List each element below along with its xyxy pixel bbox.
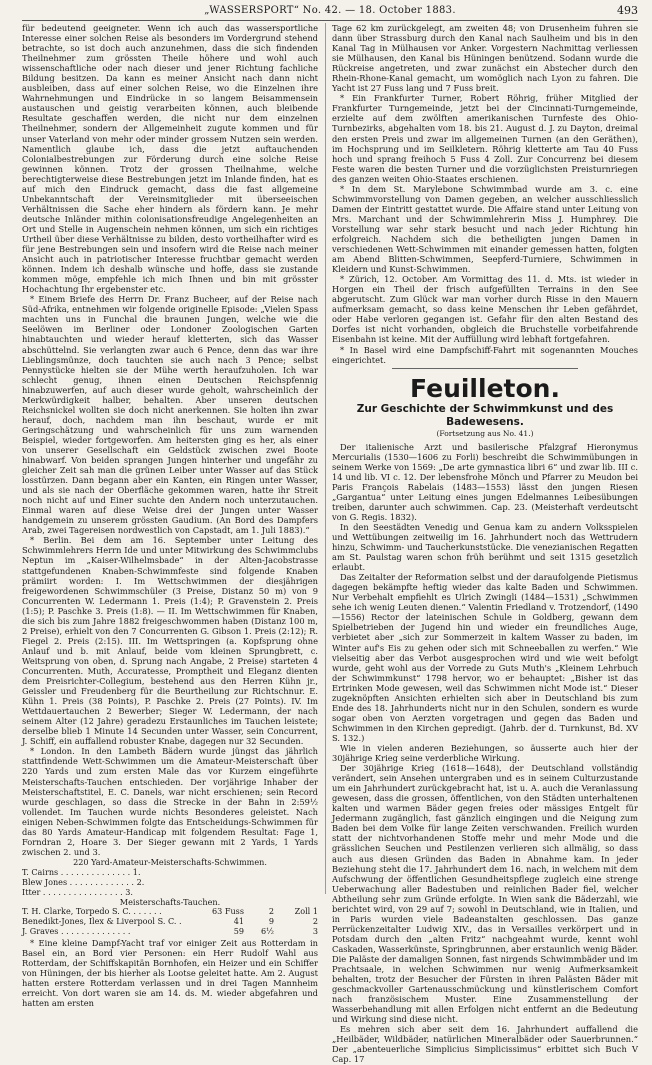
results-table bbox=[22, 858, 318, 937]
results-row bbox=[22, 927, 318, 937]
article-basel: * In Basel wird eine Dampfschiff-Fahrt mit sogenannten Mouches eingerichtet. bbox=[332, 344, 638, 365]
running-title: „WASSERSPORT“ No. 42. — 18. October 1883. bbox=[204, 5, 456, 16]
feuilleton-paragraph: In den Seestädten Venedig und Genua kam zu andern Volksspielen und Wettübungen zeitweilig im 16. Jahrhundert noch das Wettrudern hinzu, Schwimm- und Taucherkunststücke. Die venezianischen Regatten am St. Paulstag waren schon früh berühmt und seit 1315 gesetzlich erlaubt. bbox=[332, 521, 638, 573]
article-berlin: * Berlin. Bei dem am 16. September unter Leitung des Schwimmlehrers Herrn Ide und unter Mitwirkung des Schwimmclubs Neptun im „Kaiser-Wilhelmsbade“ in der Alten-Jacobstrasse stattgefundenen Knaben-Schwimmfeste sind folgende Knaben prämiirt worden: I. Im Wettschwimmen der diesjährigen freigewordenen Schwimmschüler (3 Preise, Distanz 50 m) von 9 Concurrenten W. Ledermann 1. Preis (1:4); P. Gravenstein 2. Preis (1:5); P. Paschke 3. Preis (1:8). — II. Im Wettschwimmen für Knaben, die sich bis zum Jahre 1882 freigeschwommen haben (Distanz 100 m, 2 Preise), erhielt von den 7 Concurrenten G. Gibson 1. Preis (2:12); R. Fiegel 2. Preis (2:15). III. Im Wettspringen (a. Kopfsprung ohne Anlauf und b. mit Anlauf, beide vom kleinen Sprungbrett, c. Weitsprung von oben, d. Sprung nach Angabe, 2 Preise) starteten 4 Concurrenten. Muth, Accuratesse, Promptheit und Eleganz dienten dem Preisrichter-Collegium, bestehend aus den Herren Kühn jr., Geissler und Freudenberg für die Beurtheilung zur Richtschnur. E. Kühn 1. Preis (38 Points), P. Paschke 2. Preis (27 Points). IV. Im Wettdauertauchen 2 Bewerber; Sieger W. Ledermann, der nach seinem Alter (12 Jahre) geradezu Erstaunliches im Tauchen leistete; derselbe blieb 1 Minute 14 Secunden unter Wasser, sein Concurrent, J. Schiff, ein auffallend robuster Knabe, dagegen nur 32 Secunden. bbox=[22, 535, 318, 747]
right-column bbox=[332, 23, 638, 1065]
feuilleton-subtitle: Zur Geschichte der Schwimmkunst und des Badewesens. bbox=[356, 402, 614, 428]
result-inches: 6½ bbox=[261, 926, 274, 937]
column-divider bbox=[325, 23, 326, 894]
result-name: T. Cairns . . . . . . . . . . . . . . 1. bbox=[22, 866, 141, 877]
feuilleton-paragraph: Das Zeitalter der Reformation selbst und der daraufolgende Pietismus dagegen bekämpfte heftig wieder das kalte Baden und Schwimmen. Nur Verbehalt empfiehlt es Ulrich Zwingli (1484—1531) „Schwimmen sehe ich wenig Leuten dienen.“ Valentin Friedland v. Trotzendorf, (1490—1556) Rector der lateinischen Schule in Goldberg, gewann dem Spielbetrieben der Jugend hin und wieder ein freundliches Auge, verbietet aber „sich zur Sommerzeit in kaltem Wasser zu baden, im Winter auf's Eis zu gehen oder sich mit Schneeballen zu werfen.“ Wie vielseitig aber das Verbot ausgesprochen wird und wie weit befolgt wurde, geht wohl aus der Vorrede zu Guts Muth's „Kleinem Lehrbuch der Schwimmkunst“ 1798 hervor, wo er behauptet: „Bisher ist das Ertrinken Mode gewesen, weil das Schwimmen nicht Mode ist.“ Dieser zugeknöpften Ansichten erhielten sich aber in Deutschland bis zum Ende des 18. Jahrhunderts nicht nur in den Schulen, sondern es wurde sogar oben von Aerzten vorgetragen und gegen das Baden und Schwimmen in den Kirchen gepredigt. (Jahrb. der d. Turnkunst, Bd. XV S. 132.) bbox=[332, 572, 638, 743]
result-feet: 41 bbox=[233, 916, 244, 927]
page-number: 493 bbox=[617, 4, 638, 17]
left-column bbox=[22, 23, 318, 1009]
result-place: 2 bbox=[312, 916, 318, 927]
article-marylebone: * In dem St. Marylebone Schwimmbad wurde am 3. c. eine Schwimmvorstellung von Damen gegeben, an welcher ausschliesslich Damen der Eintritt gestattet wurde. Die Affaire stand unter Leitung von Mrs. Marchant und der Schwimmlehrerin Miss J. Humphrey. Die Vorstellung war sehr stark besucht und nach jeder Richtung hin erfolgreich. Nachdem sich die betheiligten jungen Damen in verschiedenen Wett-Schwimmen mit einander gemessen hatten, folgten am Abend Blitten-Schwimmen, Seepferd-Turniere, Schwimmen in Kleidern und Kunst-Schwimmen. bbox=[332, 183, 638, 275]
feuilleton-paragraph: Wie in vielen anderen Beziehungen, so äusserte auch hier der 30jährige Krieg seine verderbliche Wirkung. bbox=[332, 743, 638, 764]
feuilleton-paragraph: Der 30jährige Krieg (1618—1648), der Deutschland vollständig verändert, sein Ansehen untergraben und es in seinem Culturzustande um ein Jahrhundert zurückgebracht hat, ist u. A. auch die Veranlassung gewesen, dass die grossen, öffentlichen, von den Städten unterhaltenen kalten und warmen Bäder gegen freies oder mässiges Entgelt für Jedermann zugänglich, fast gänzlich eingingen und die Neigung zum Baden bei dem Volke für lange Zeiten verschwanden. Freilich wurden statt der nichtvorhandenen Stoffe mehr und mehr Mode und die grässlichen Seuchen und Pestilenzen verlieren sich allmälig, so dass auch aus diesen Gründen das Baden in Abnahme kam. In jeder Beziehung steht die 17. Jahrhundert dem 16. nach, in welchem mit dem Aufschwung der öffentlichen Gesundheitspflege zugleich eine strenge Ueberwachung aller Badestuben und reinlichen Bader fiel, welcher Abtheilung sehr zum Gründe erfolgte. In Wien sank die Bäderzahl, wie berichtet wird, von 29 auf 7; sowohl in Deutschland, wie in Italien, und in Paris wurden viele Badeanstalten geschlossen. Das ganze Perrückenzeitalter Ludwig XIV., das in Versailles verkörpert und in Potsdam durch den „alten Fritz“ nachgeahmt wurde, kennt wohl Caskaden, Wasserkünste, Springbrunnen, aber erstaunlich wenig Bäder. Die Paläste der damaligen Sonnen, fast nirgends Schwimmbäder und im Prachtsaale, in welchen Schwimmen nur wenig Aufmerksamkeit behalten, trotz der Besucher der Fürsten in ihren Palästen Bäder mit geschmackvoller Gartenausschmückung und künstlerischem Comfort nach französischem Muster. Eine Zusammenstellung der Wasserbehandlung mit allen Erfolgen nicht entfernt an die Bedeutung und Wirkung sind diese nicht. bbox=[332, 763, 638, 1025]
feuilleton-title: Feuilleton. bbox=[410, 373, 560, 403]
article-london: * London. In den Lambeth Bädern wurde jüngst das jährlich stattfindende Wett-Schwimmen um die Amateur-Meisterschaft über 220 Yards und zum ersten Male das vor Kurzem eingeführte Meisterschafts-Tauchen entschieden. Der vorjährige Inhaber der Meisterschaftstitel, E. C. Danels, war nicht erschienen; sein Record wurde geschlagen, so dass die Strecke in der Bahn in 2:59½ vollendet. Im Tauchen wurde nichts Besonderes geleistet. Nach einigen Neben-Schwimmen folgte das Entscheidungs-Schwimmen für das 80 Yards Amateur-Handicap mit folgendem Resultat: Fage 1, Forndran 2, Hoare 3. Der Sieger gewann mit 2 Yards, 1 Yards zwischen 2. und 3. bbox=[22, 746, 318, 857]
article-dampf-yacht: * Eine kleine Dampf-Yacht traf vor einiger Zeit aus Rotterdam in Basel ein, an Bord vier Personen: ein Herr Rudolf Wahl aus Rotterdam, der Schiffskapitän Bornhofen, ein Heizer und ein Schiffer von Hüningen, der bis hierher als Lootse geleitet hatte. Am 2. August hatten erstere Rotterdam verlassen und in drei Tagen Mannheim erreicht. Von dort waren sie am 14. ds. M. wieder abgefahren und hatten am ersten bbox=[22, 938, 318, 1009]
result-name: Benedikt-Jones, Ilex & Liverpool S. C. . bbox=[22, 916, 182, 927]
article-zurich: * Zürich, 12. October. Am Vormittag des 11. d. Mts. ist wieder in Horgen ein Theil der frisch aufgefüllten Terrains in den See abgerutscht. Zum Glück war man vorher durch Risse in den Mauern aufmerksam gemacht, so dass keine Menschen ihr Leben gefährdet, oder Habe verloren gegangen ist. Gefahr für den alten Bestand des Dorfes ist nicht vorhanden, obgleich die Bruchstelle vorbeifahrende Eisenbahn ist keine. Mit der Auffüllung wird lebhaft fortgefahren. bbox=[332, 274, 638, 345]
result-place: 3 bbox=[312, 926, 318, 937]
section-rule bbox=[392, 368, 578, 369]
feuilleton-paragraph: Es mehren sich aber seit dem 16. Jahrhundert auffallend die „Heilbäder, Wildbäder, natürlichen Mineralbäder oder Sauerbrunnen.“ Der „abenteuerliche Simplicius Simplicissimus“ erbittet sich Buch V Cap. 17 bbox=[332, 1024, 638, 1065]
result-inches: 2 bbox=[268, 906, 274, 917]
letter-continuation: für bedeutend geeigneter. Wenn ich auch das wassersportliche Interesse einer solchen Reise als besonders im Vordergrund stehend betrachte, so ist doch auch anzunehmen, dass die sich findenden Theilnehmer zum grössten Theile höhere und wohl auch wissenschaftliche oder nach dieser und jener Richtung fachliche Bildung besitzen. Da kann es meiner Ansicht nach dann nicht ausbleiben, dass auf einer solchen Reise, wo die Einzelnen ihre Wahrnehmungen und Eindrücke in so langem Beisammensein austauschen und geistig verarbeiten können, auch bleibende Resultate geschaffen werden, die nicht nur dem einzelnen Theilnehmer, sondern der Allgemeinheit zugute kommen und für unser Vaterland von mehr oder minder grossem Nutzen sein werden. Namentlich glaube ich, dass die jetzt auftauchenden Colonialbestrebungen zur Förderung durch eine solche Reise gewinnen können. Trotz der grossen Theilnahme, welche berechtigterweise diese Bestrebungen jetzt im Inlande finden, hat es auf mich den Eindruck gemacht, dass die fast allgemeine Unbekanntschaft der Vereinsmitglieder mit überseeischen Verhältnissen die Sache eher hindern als fördern kann. Je mehr deutsche Inländer mithin colonisationsfreudige Angelegenheiten an Ort und Stelle in Augenschein nehmen können, um sich ein richtiges Urtheil über diese Verhältnisse zu bilden, desto vortheilhafter wird es für jene Bestrebungen sein und insofern wird die Reise nach meiner Ansicht auch in patriotischer Interesse fruchtbar gemacht werden können. Indem ich deshalb wünsche und hoffe, dass sie zustande kommen möge, empfehle ich mich Ihnen und bin mit grösster Hochachtung Ihr ergebenster etc. bbox=[22, 23, 318, 295]
result-place: Zoll 1 bbox=[294, 906, 318, 917]
page-header bbox=[22, 4, 638, 21]
results-heading-220-yards: 220 Yard-Amateur-Meisterschafts-Schwimmen. bbox=[73, 856, 267, 867]
result-name: T. H. Clarke, Torpedo S. C. . . . . . . bbox=[22, 906, 162, 917]
continuation-note: (Fortsetzung aus No. 41.) bbox=[436, 428, 534, 438]
result-name: Blew Jones . . . . . . . . . . . . . 2. bbox=[22, 876, 145, 887]
result-feet: 63 Fuss bbox=[211, 906, 244, 917]
results-heading-tauchen: Meisterschafts-Tauchen. bbox=[119, 896, 221, 907]
feuilleton-paragraph: Der italienische Arzt und basilerische Pfalzgraf Hieronymus Mercurialis (1530—1606 zu Forli) beschreibt die Schwimmübungen in seinem Werke von 1569: „De arte gymnastica libri 6“ und zwar lib. III c. 14 und lib. VI c. 12. Der lebensfrohe Mönch und Pfarrer zu Meudon bei Paris François Rabelais (1483—1553) lässt den jungen Riesen „Gargantua“ unter Leitung eines jungen Edelmannes Leibesübungen treiben, darunter auch schwimmen. Cap. 23. (Meisterhaft verdeutscht von G. Regis. 1832). bbox=[332, 441, 638, 522]
result-name: Itter . . . . . . . . . . . . . . . . 3. bbox=[22, 886, 133, 897]
article-dampf-yacht-continued: Tage 62 km zurückgelegt, am zweiten 48; von Drusenheim fuhren sie dann über Strassburg durch den Kanal nach Saulheim und bis in den Kanal Tag in Mülhausen vor Anker. Vorgestern Nachmittag verliessen sie Mülhausen, den Kanal bis Hüningen benützend. Sodann wurde die Rückreise angetreten, und zwar zunächst ein Abstecher durch den Rhein-Rhone-Kanal gemacht, um womöglich nach Lyon zu fahren. Die Yacht ist 27 Fuss lang und 7 Fuss breit. bbox=[332, 23, 638, 94]
result-name: J. Graves . . . . . . . . . . . . . . bbox=[22, 926, 131, 937]
article-bucheer: * Einem Briefe des Herrn Dr. Franz Bucheer, auf der Reise nach Süd-Afrika, entnehmen wir folgende originelle Episode: „Vielen Spass machten uns in Funchal die braunen Jungen, welche wie die Seelöwen im Berliner oder Londoner Zoologischen Garten hinabtauchten und wieder herauf kletterten, sich das Wasser abschüttelnd. Sie verlangten zwar auch 6 Pence, denn das war ihre Lieblingsmünze, doch tauchten sie auch nach 3 Pence; selbst Pennystücke hielten sie der Mühe werth heraufzuholen. Ich war schlecht genug, ihnen einen Deutschen Reichspfennig hinabzuwerfen, auf auch dieser wurde geholt, wahrscheinlich der Merkwürdigkeit halber, behalten. Aber unseren deutschen Reichsnickel wollten sie doch nicht anerkennen. Sie holten ihn zwar herauf, doch, nachdem man ihn beschaut, wurde er mit Geringschätzung und wahrscheinlich für uns zum warnenden Beispiel, wieder fortgeworfen. Am heitersten ging es her, als einer von unserer Gesellschaft ein Geldstück zwischen zwei Boote hinabwarf. Von beiden sprangen Jungen hinterher und ungefähr zu gleicher Zeit sah man die grünen Leiber unter Wasser auf das Stück losstürzen. Dann begann aber ein Kanten, ein Ringen unter Wasser, und als sie nach der Oberfläche gekommen waren, hatte ihr Streit noch nicht auf und Einer suchte den Andern noch unterzutauchen. Einmal waren auf diese Weise drei der Jungen unter Wasser handgemein zu unserem grössten Gaudium. (An Bord des Dampfers Arab, zwei Tagereisen nordwestlich von Capstadt, am 1. Juli 1883).“ bbox=[22, 294, 318, 536]
result-inches: 9 bbox=[268, 916, 274, 927]
article-frankfurter-turner: * Ein Frankfurter Turner, Robert Röhrig, früher Mitglied der Frankfurter Turngemeinde, jetzt bei der Cincinnati-Turngemeinde, erzielte auf dem zwölften amerikanischen Turnfeste des Ohio-Turnbezirks, abgehalten vom 18. bis 21. August d. J. zu Dayton, dreimal den ersten Preis und zwar im allgemeinen Turnen (an den Geräthen), im Hochsprung und im Seilkletern. Röhrig kletterte am Tau 40 Fuss hoch und sprang freihoch 5 Fuss 4 Zoll. Zur Concurrenz bei diesem Feste waren die besten Turner und die vorzüglichsten Preisturnriegen des ganzen weiten Ohio-Staates erschienen. bbox=[332, 93, 638, 184]
result-feet: 59 bbox=[233, 926, 244, 937]
